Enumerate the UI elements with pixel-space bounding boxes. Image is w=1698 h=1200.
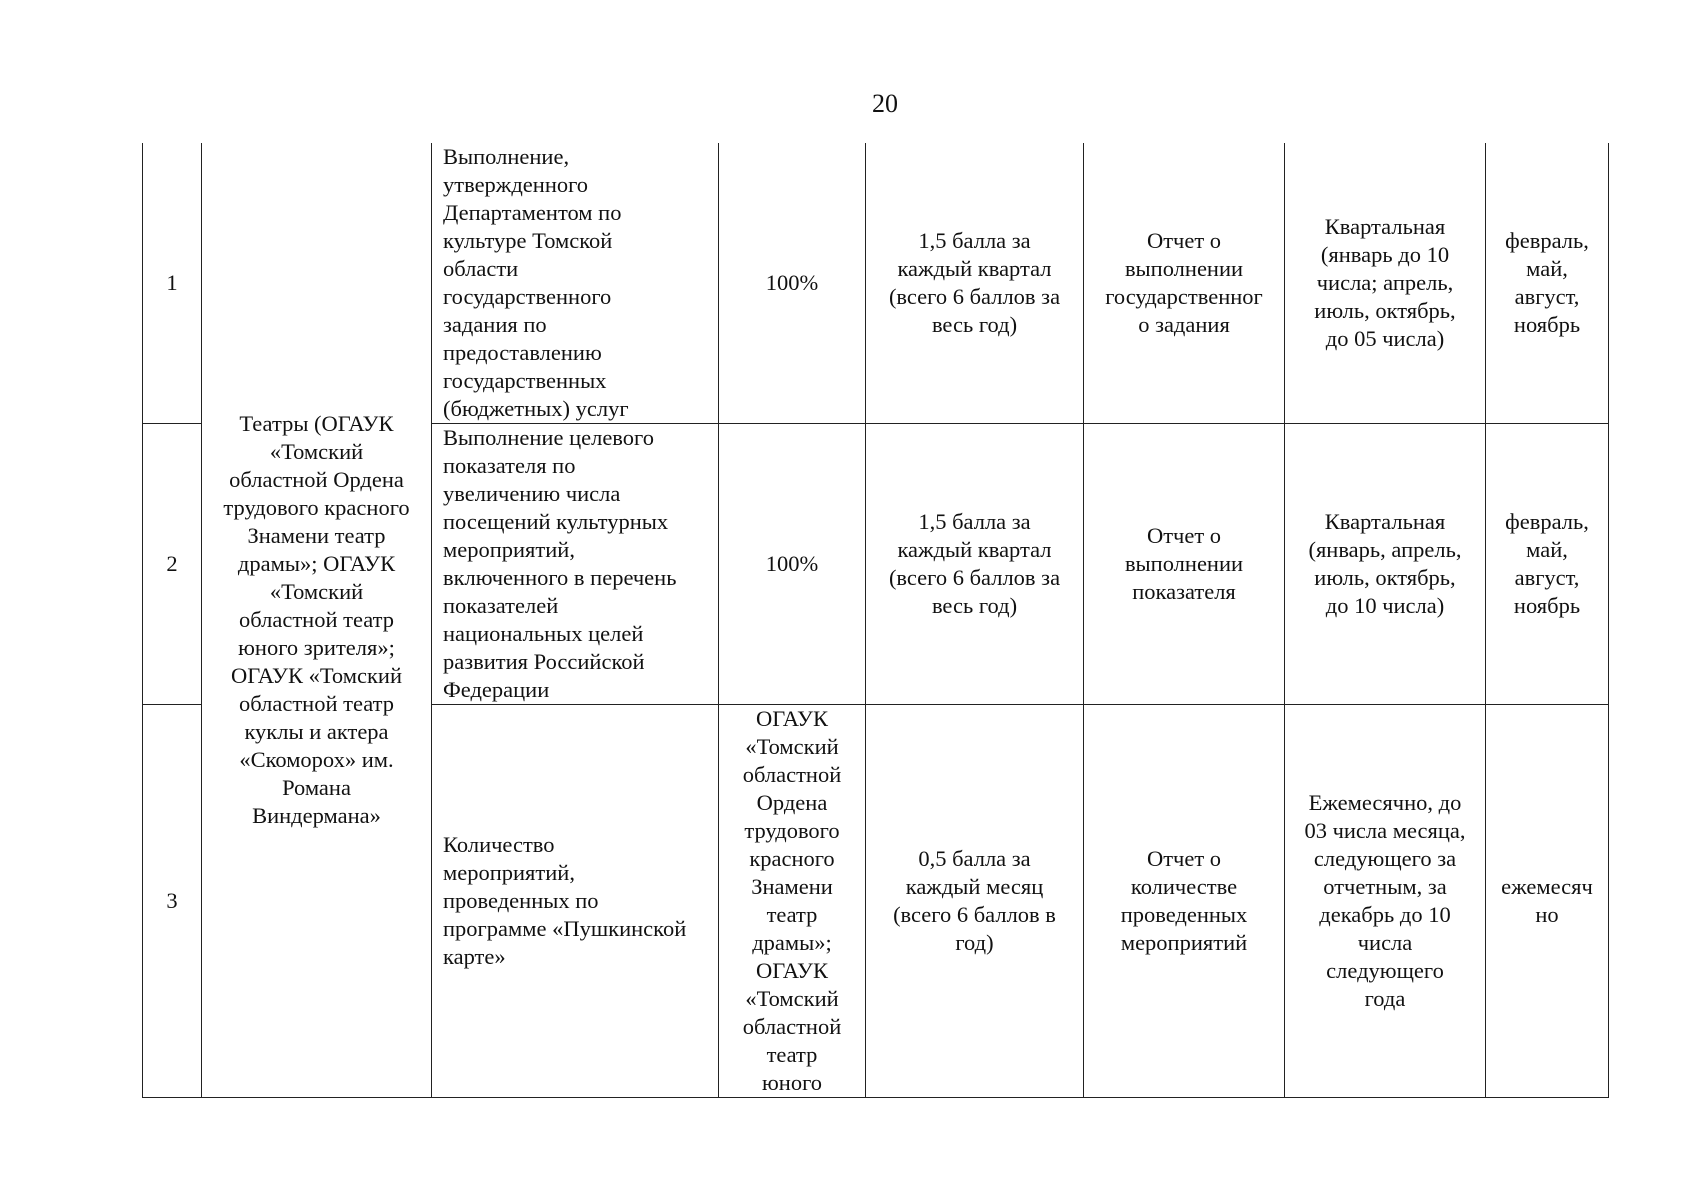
- target-value-cell: 100%: [719, 143, 866, 424]
- target-value-cell: ОГАУК «Томский областной Ордена трудового красного Знамени театр драмы»; ОГАУК «Томский областной театр юного: [719, 705, 866, 1098]
- points-cell: 0,5 балла за каждый месяц (всего 6 баллов в год): [866, 705, 1084, 1098]
- row-number-cell: 3: [143, 705, 202, 1098]
- page-number: 20: [872, 89, 898, 118]
- report-form-cell: Отчет о выполнении показателя: [1084, 424, 1285, 705]
- organization-cell: Театры (ОГАУК «Томский областной Ордена трудового красного Знамени театр драмы»; ОГАУК «Томский областной театр юного зрителя»; ОГАУК «Томский областной театр куклы и актера «Скоморох» им. Романа Виндермана»: [202, 143, 432, 1098]
- report-form-cell: Отчет о количестве проведенных мероприятий: [1084, 705, 1285, 1098]
- indicator-cell: Количество мероприятий, проведенных по программе «Пушкинской карте»: [432, 705, 719, 1098]
- points-cell: 1,5 балла за каждый квартал (всего 6 баллов за весь год): [866, 143, 1084, 424]
- months-cell: февраль, май, август, ноябрь: [1486, 143, 1609, 424]
- months-cell: февраль, май, август, ноябрь: [1486, 424, 1609, 705]
- months-cell: ежемесяч но: [1486, 705, 1609, 1098]
- table-row: [143, 143, 1609, 424]
- criteria-table: [142, 143, 1609, 1098]
- frequency-cell: Квартальная (январь до 10 числа; апрель, июль, октябрь, до 05 числа): [1285, 143, 1486, 424]
- row-number-cell: 2: [143, 424, 202, 705]
- indicator-cell: Выполнение, утвержденного Департаментом по культуре Томской области государственного задания по предоставлению государственных (бюджетных) услуг: [432, 143, 719, 424]
- frequency-cell: Квартальная (январь, апрель, июль, октябрь, до 10 числа): [1285, 424, 1486, 705]
- frequency-cell: Ежемесячно, до 03 числа месяца, следующего за отчетным, за декабрь до 10 числа следующего года: [1285, 705, 1486, 1098]
- indicator-cell: Выполнение целевого показателя по увеличению числа посещений культурных мероприятий, включенного в перечень показателей национальных целей развития Российской Федерации: [432, 424, 719, 705]
- target-value-cell: 100%: [719, 424, 866, 705]
- points-cell: 1,5 балла за каждый квартал (всего 6 баллов за весь год): [866, 424, 1084, 705]
- report-form-cell: Отчет о выполнении государственног о задания: [1084, 143, 1285, 424]
- row-number-cell: 1: [143, 143, 202, 424]
